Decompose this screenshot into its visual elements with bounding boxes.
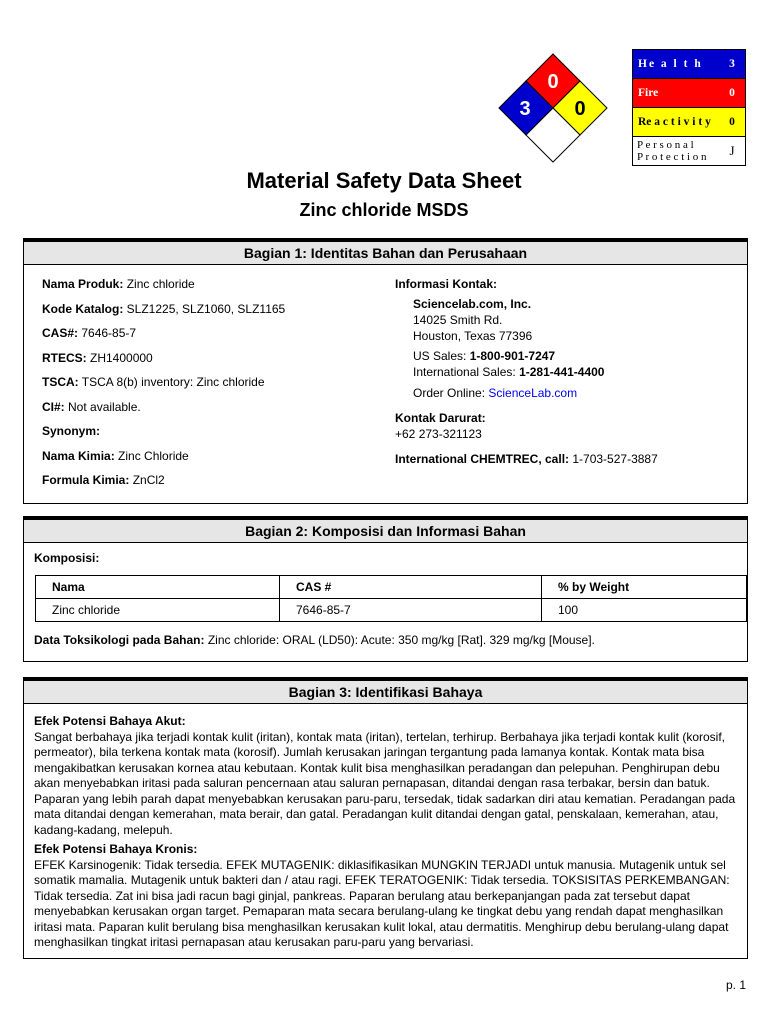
field-label: CAS#: <box>42 326 79 340</box>
field-label: RTECS: <box>42 350 87 365</box>
composition-table <box>35 575 747 622</box>
intl-sales-label: International Sales: <box>413 365 520 379</box>
contact-order-online <box>413 386 577 400</box>
section-2 <box>23 516 748 662</box>
field-label: Kode Katalog: <box>42 301 124 316</box>
chronic-effects <box>34 842 739 951</box>
section-1-header: Bagian 1: Identitas Bahan dan Perusahaan <box>24 239 747 265</box>
field-value: TSCA 8(b) inventory: Zinc chloride <box>78 375 265 389</box>
chronic-effects-text: EFEK Karsinogenik: Tidak tersedia. EFEK MUTAGENIK: diklasifikasikan MUNGKIN TERJADI untuk manusia. Mutagenik untuk sel somatik mamalia. Mutagenik untuk bakteri dan / atau ragi. EFEK TERATOGENIK: Tidak tersedia. TOKSISITAS PERKEMBANGAN: Tidak tersedia. Zat ini bisa jadi racun bagi ginjal, pankreas. Paparan berulang atau berkepanjangan pada zat tersebut dapat menyebabkan kerusakan organ target. Pemaparan mata secara berulang-ulang ke tingkat debu yang rendah dapat menghasilkan iritasi mata. Paparan kulit berulang bisa menghasilkan kerusakan kulit lokal, atau dermatitis. Menghirup debu berulang-ulang dapat menghasilkan tingkat iritasi pernapasan atau kerusakan paru-paru yang bervariasi. <box>34 857 730 949</box>
hmis-ppe-value: J <box>729 143 735 158</box>
section-3 <box>23 677 748 959</box>
field-label: Synonym: <box>42 424 101 438</box>
field-value: Zinc chloride <box>123 277 195 291</box>
us-sales-label: US Sales: <box>413 349 470 363</box>
field-value: 7646-85-7 <box>78 326 137 340</box>
emergency-contact-heading: Kontak Darurat: <box>395 411 486 425</box>
hmis-ppe-label <box>633 137 719 165</box>
hmis-health-label: He a l t h <box>638 58 703 70</box>
hmis-ppe-label-line2: P r o t e c t i o n <box>637 151 707 163</box>
composition-label: Komposisi: <box>34 551 100 565</box>
field-label: TSCA: <box>42 375 79 389</box>
hmis-reactivity-row <box>633 108 745 137</box>
contact-address-line1: 14025 Smith Rd. <box>413 313 503 327</box>
toxicology-text: Zinc chloride: ORAL (LD50): Acute: 350 mg/kg [Rat]. 329 mg/kg [Mouse]. <box>204 633 595 647</box>
hmis-rating-table <box>632 49 746 166</box>
field-value: Zinc Chloride <box>114 448 189 463</box>
section-1 <box>23 238 748 504</box>
hmis-ppe-row <box>633 137 745 165</box>
hmis-fire-value: 0 <box>729 87 735 99</box>
field-value: ZH1400000 <box>86 350 153 365</box>
field-label: Nama Kimia: <box>42 448 115 463</box>
column-header-weight: % by Weight <box>542 576 747 599</box>
acute-effects-text: Sangat berbahaya jika terjadi kontak kulit (iritan), kontak mata (iritan), tertelan, terhirup. Berbahaya jika terjadi kontak kulit (korosif, permeator), bila terkena kontak mata (korosif). Jumlah kerusakan jaringan tergantung pada lamanya kontak. Kontak mata bisa mengakibatkan kerusakan kornea atau kebutaan. Kontak kulit bisa menghasilkan peradangan dan pelepuhan. Penghirupan debu akan menyebabkan iritasi pada saluran pencernaan atau saluran pernapasan, ditandai dengan rasa terbakar, bersin dan batuk. Paparan yang lebih parah dapat menyebabkan kerusakan paru-paru, tersedak, tidak sadarkan diri atau kematian. Peradangan pada mata ditandai dengan kemerahan, mata berair, dan gatal. Peradangan kulit ditandai dengan gatal, penskalaan, kemerahan, atau, kadang-kadang, melepuh. <box>34 729 736 837</box>
intl-sales-phone: 1-281-441-4400 <box>519 365 605 379</box>
document-title: Material Safety Data Sheet <box>246 168 522 193</box>
hmis-reactivity-value: 0 <box>729 116 735 128</box>
field-label: Formula Kimia: <box>42 473 130 487</box>
field-label: CI#: <box>42 399 65 414</box>
column-header-cas: CAS # <box>280 576 542 599</box>
field-product-name <box>42 277 195 291</box>
hmis-fire-row <box>633 79 745 108</box>
hmis-ppe-label-line1: P e r s o n a l <box>637 139 694 151</box>
page-number: p. 1 <box>725 978 746 992</box>
field-cas <box>42 326 136 340</box>
chemtrec-contact <box>395 452 658 466</box>
field-synonym <box>42 424 100 438</box>
field-value: ZnCl2 <box>129 473 165 487</box>
table-row <box>36 599 747 622</box>
toxicology-label: Data Toksikologi pada Bahan: <box>34 633 205 647</box>
hmis-health-row <box>633 50 745 79</box>
chemtrec-phone: 1-703-527-3887 <box>569 452 658 466</box>
field-value: Not available. <box>64 399 141 414</box>
table-header-row <box>36 576 747 599</box>
acute-effects <box>34 714 739 838</box>
hmis-fire-label: Fire <box>638 87 659 99</box>
field-label: Nama Produk: <box>42 277 124 291</box>
section-3-header: Bagian 3: Identifikasi Bahaya <box>24 678 747 704</box>
us-sales-phone: 1-800-901-7247 <box>469 349 556 363</box>
emergency-contact-phone: +62 273-321123 <box>395 427 482 441</box>
cell-cas: 7646-85-7 <box>280 599 542 622</box>
cell-name: Zinc chloride <box>36 599 280 622</box>
toxicology-data <box>34 633 595 647</box>
order-online-link[interactable]: ScienceLab.com <box>488 386 578 400</box>
contact-intl-sales <box>413 365 604 379</box>
nfpa-reactivity-value: 0 <box>574 98 586 120</box>
chemtrec-label: International CHEMTREC, call: <box>395 452 570 466</box>
hmis-reactivity-label: Re a c t i v i t y <box>638 116 711 128</box>
nfpa-fire-value: 0 <box>547 71 559 93</box>
field-value: SLZ1225, SLZ1060, SLZ1165 <box>123 301 286 316</box>
field-rtecs <box>42 351 153 365</box>
field-chemical-name <box>42 449 189 463</box>
nfpa-health-value: 3 <box>519 98 531 120</box>
chronic-effects-heading: Efek Potensi Bahaya Kronis: <box>34 842 198 856</box>
document-subtitle: Zinc chloride MSDS <box>299 200 469 220</box>
cell-weight: 100 <box>542 599 747 622</box>
field-catalog-code <box>42 302 285 316</box>
contact-us-sales <box>413 349 555 363</box>
order-online-label: Order Online: <box>413 386 489 400</box>
field-tsca <box>42 375 265 389</box>
contact-heading: Informasi Kontak: <box>395 277 498 291</box>
section-2-header: Bagian 2: Komposisi dan Informasi Bahan <box>24 517 747 543</box>
nfpa-diamond <box>498 52 608 164</box>
column-header-name: Nama <box>36 576 280 599</box>
hmis-health-value: 3 <box>729 58 735 70</box>
acute-effects-heading: Efek Potensi Bahaya Akut: <box>34 714 186 728</box>
contact-company: Sciencelab.com, Inc. <box>413 297 532 311</box>
field-ci <box>42 400 141 414</box>
contact-address-line2: Houston, Texas 77396 <box>413 329 533 343</box>
field-chemical-formula <box>42 473 165 487</box>
